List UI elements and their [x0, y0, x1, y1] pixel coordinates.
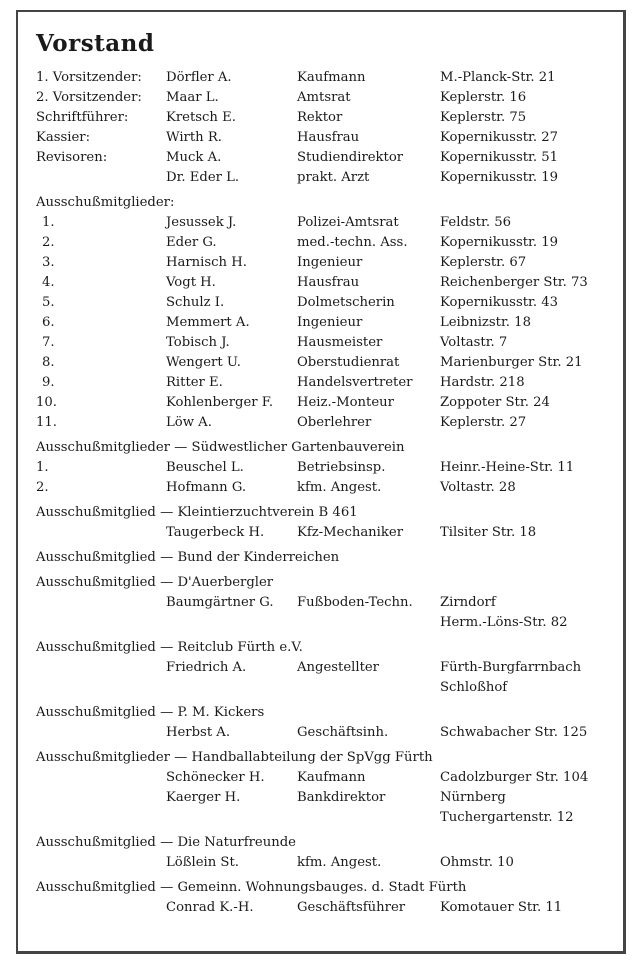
member-number: 7.: [42, 335, 55, 350]
member-number: 1.: [36, 460, 49, 475]
section-heading: Ausschußmitglied — Reitclub Fürth e.V.: [36, 640, 303, 655]
member-occupation: Rektor: [297, 110, 343, 125]
member-address: Tilsiter Str. 18: [440, 525, 537, 540]
member-row: [36, 88, 616, 108]
member-occupation: Geschäftsführer: [297, 900, 406, 915]
member-occupation: Polizei-Amtsrat: [297, 215, 399, 230]
member-row: [36, 68, 616, 88]
member-address: Cadolzburger Str. 104: [440, 770, 589, 785]
member-address: Heinr.-Heine-Str. 11: [440, 460, 575, 475]
section: [36, 878, 616, 918]
member-name: Baumgärtner G.: [166, 595, 274, 610]
section: [36, 68, 616, 188]
section-heading: Ausschußmitglied — Bund der Kinderreichen: [36, 550, 340, 565]
member-role: Revisoren:: [36, 150, 108, 165]
member-number: 5.: [42, 295, 55, 310]
member-address: Hardstr. 218: [440, 375, 525, 390]
member-row: [36, 213, 616, 233]
section: [36, 438, 616, 498]
section-heading: Ausschußmitglieder:: [36, 195, 175, 210]
member-address: Keplerstr. 16: [440, 90, 527, 105]
member-occupation: Hausfrau: [297, 130, 360, 145]
member-address: Tuchergartenstr. 12: [440, 810, 574, 825]
member-row: [36, 898, 616, 918]
member-address: Ohmstr. 10: [440, 855, 514, 870]
member-row-continuation: [36, 678, 616, 698]
member-occupation: Bankdirektor: [297, 790, 386, 805]
section-heading: Ausschußmitglied — Gemeinn. Wohnungsbauges. d. Stadt Fürth: [36, 880, 467, 895]
member-row: [36, 458, 616, 478]
member-row: [36, 523, 616, 543]
member-occupation: Kaufmann: [297, 70, 366, 85]
member-address: Feldstr. 56: [440, 215, 511, 230]
member-number: 2.: [36, 480, 49, 495]
member-occupation: Hausfrau: [297, 275, 360, 290]
member-occupation: Fußboden-Techn.: [297, 595, 413, 610]
member-name: Tobisch J.: [166, 335, 230, 350]
member-name: Eder G.: [166, 235, 217, 250]
member-row: [36, 333, 616, 353]
member-name: Kaerger H.: [166, 790, 241, 805]
member-role: Schriftführer:: [36, 110, 129, 125]
member-row: [36, 413, 616, 433]
section-heading: Ausschußmitglieder — Handballabteilung der SpVgg Fürth: [36, 750, 433, 765]
member-address: Kopernikusstr. 19: [440, 235, 559, 250]
section-heading: Ausschußmitglieder — Südwestlicher Gartenbauverein: [36, 440, 405, 455]
member-name: Harnisch H.: [166, 255, 247, 270]
member-address: Kopernikusstr. 27: [440, 130, 559, 145]
member-name: Jesussek J.: [166, 215, 237, 230]
member-address: Kopernikusstr. 43: [440, 295, 559, 310]
member-occupation: kfm. Angest.: [297, 480, 382, 495]
member-name: Vogt H.: [166, 275, 216, 290]
member-address: Schloßhof: [440, 680, 508, 695]
member-occupation: Betriebsinsp.: [297, 460, 386, 475]
member-address: Voltastr. 7: [440, 335, 508, 350]
member-number: 9.: [42, 375, 55, 390]
member-name: Schulz I.: [166, 295, 225, 310]
member-row: [36, 313, 616, 333]
member-occupation: Ingenieur: [297, 255, 363, 270]
member-list: [36, 68, 616, 918]
member-name: Taugerbeck H.: [166, 525, 265, 540]
member-name: Wirth R.: [166, 130, 222, 145]
member-row: [36, 353, 616, 373]
member-occupation: Studiendirektor: [297, 150, 404, 165]
member-occupation: Hausmeister: [297, 335, 383, 350]
member-row: [36, 788, 616, 808]
member-number: 3.: [42, 255, 55, 270]
member-occupation: Kfz-Mechaniker: [297, 525, 403, 540]
member-row: [36, 393, 616, 413]
member-occupation: Ingenieur: [297, 315, 363, 330]
page-title: Vorstand: [36, 30, 155, 57]
member-address: Keplerstr. 27: [440, 415, 527, 430]
member-address: Fürth-Burgfarrnbach: [440, 660, 582, 675]
member-number: 10.: [36, 395, 57, 410]
member-occupation: prakt. Arzt: [297, 170, 370, 185]
member-address: Zoppoter Str. 24: [440, 395, 550, 410]
member-row: [36, 593, 616, 613]
member-occupation: Angestellter: [297, 660, 379, 675]
member-address: Voltastr. 28: [440, 480, 516, 495]
member-address: Keplerstr. 67: [440, 255, 527, 270]
member-number: 2.: [42, 235, 55, 250]
member-name: Löw A.: [166, 415, 212, 430]
member-occupation: Oberstudienrat: [297, 355, 400, 370]
member-occupation: Geschäftsinh.: [297, 725, 389, 740]
member-row: [36, 253, 616, 273]
member-name: Ritter E.: [166, 375, 223, 390]
member-row-continuation: [36, 613, 616, 633]
member-row: [36, 293, 616, 313]
member-row: [36, 853, 616, 873]
member-name: Wengert U.: [166, 355, 241, 370]
member-name: Lößlein St.: [166, 855, 239, 870]
member-row: [36, 148, 616, 168]
member-row: [36, 168, 616, 188]
member-name: Schönecker H.: [166, 770, 265, 785]
member-row: [36, 373, 616, 393]
member-name: Kretsch E.: [166, 110, 236, 125]
member-address: M.-Planck-Str. 21: [440, 70, 556, 85]
member-name: Conrad K.-H.: [166, 900, 254, 915]
member-row: [36, 273, 616, 293]
member-address: Komotauer Str. 11: [440, 900, 563, 915]
member-number: 4.: [42, 275, 55, 290]
member-occupation: med.-techn. Ass.: [297, 235, 408, 250]
member-row: [36, 658, 616, 678]
section-heading: Ausschußmitglied — Kleintierzuchtverein B 461: [36, 505, 358, 520]
member-name: Herbst A.: [166, 725, 231, 740]
member-name: Friedrich A.: [166, 660, 247, 675]
section: [36, 503, 616, 543]
member-name: Kohlenberger F.: [166, 395, 274, 410]
member-row-continuation: [36, 808, 616, 828]
section: [36, 748, 616, 828]
member-number: 8.: [42, 355, 55, 370]
section-heading: Ausschußmitglied — D'Auerbergler: [36, 575, 274, 590]
member-role: 2. Vorsitzender:: [36, 90, 142, 105]
member-occupation: kfm. Angest.: [297, 855, 382, 870]
member-name: Beuschel L.: [166, 460, 244, 475]
member-address: Leibnizstr. 18: [440, 315, 531, 330]
member-address: Nürnberg: [440, 790, 506, 805]
member-address: Zirndorf: [440, 595, 496, 610]
member-number: 1.: [42, 215, 55, 230]
member-name: Muck A.: [166, 150, 222, 165]
member-address: Reichenberger Str. 73: [440, 275, 588, 290]
member-row: [36, 108, 616, 128]
member-occupation: Heiz.-Monteur: [297, 395, 394, 410]
section-heading: Ausschußmitglied — P. M. Kickers: [36, 705, 265, 720]
member-row: [36, 478, 616, 498]
member-occupation: Dolmetscherin: [297, 295, 395, 310]
section: [36, 833, 616, 873]
member-name: Memmert A.: [166, 315, 250, 330]
member-number: 11.: [36, 415, 57, 430]
member-occupation: Kaufmann: [297, 770, 366, 785]
section: [36, 573, 616, 633]
section-heading: Ausschußmitglied — Die Naturfreunde: [36, 835, 296, 850]
member-row: [36, 768, 616, 788]
member-name: Dörfler A.: [166, 70, 232, 85]
member-row: [36, 723, 616, 743]
section: [36, 548, 616, 568]
member-address: Marienburger Str. 21: [440, 355, 583, 370]
member-role: 1. Vorsitzender:: [36, 70, 142, 85]
member-occupation: Handelsvertreter: [297, 375, 413, 390]
member-address: Schwabacher Str. 125: [440, 725, 588, 740]
member-number: 6.: [42, 315, 55, 330]
member-occupation: Amtsrat: [297, 90, 351, 105]
member-role: Kassier:: [36, 130, 91, 145]
member-row: [36, 128, 616, 148]
member-occupation: Oberlehrer: [297, 415, 372, 430]
member-name: Maar L.: [166, 90, 219, 105]
member-address: Herm.-Löns-Str. 82: [440, 615, 568, 630]
member-address: Kopernikusstr. 51: [440, 150, 559, 165]
member-name: Dr. Eder L.: [166, 170, 240, 185]
section: [36, 638, 616, 698]
section: [36, 193, 616, 433]
member-row: [36, 233, 616, 253]
member-name: Hofmann G.: [166, 480, 247, 495]
member-address: Keplerstr. 75: [440, 110, 527, 125]
member-address: Kopernikusstr. 19: [440, 170, 559, 185]
section: [36, 703, 616, 743]
